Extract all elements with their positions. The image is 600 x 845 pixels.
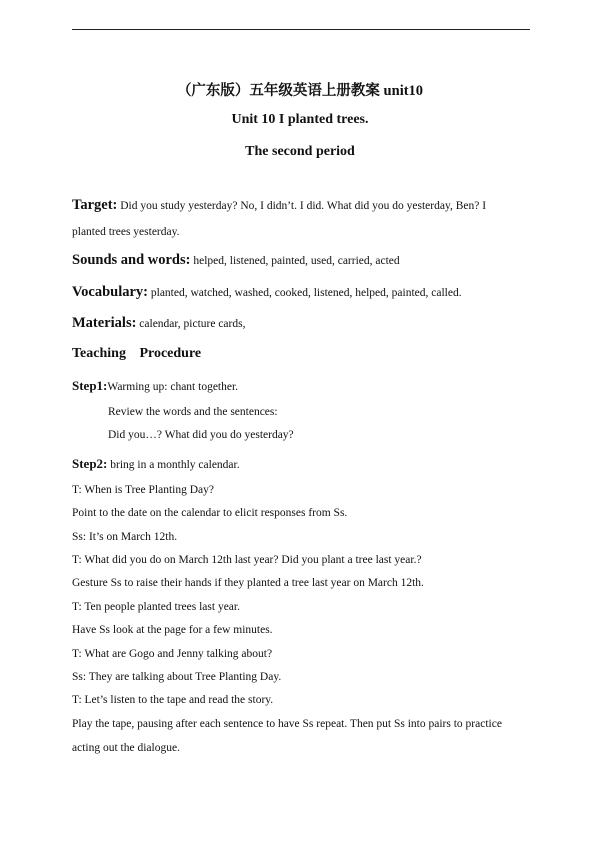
sounds-label: Sounds and words: — [72, 252, 191, 268]
sounds-text: helped, listened, painted, used, carried, acted — [193, 255, 400, 267]
step2-label: Step2: — [72, 456, 108, 471]
step1-sub-1: Review the words and the sentences: — [108, 406, 278, 418]
period-title: The second period — [245, 144, 355, 159]
document-title: （广东版）五年级英语上册教案 unit10 — [176, 83, 424, 99]
step2-line — [72, 456, 240, 472]
final-paragraph-2: acting out the dialogue. — [72, 742, 180, 754]
target-label: Target: — [72, 197, 118, 213]
list-item: Gesture Ss to raise their hands if they planted a tree last year on March 12th. — [72, 577, 424, 589]
sounds-line — [72, 252, 400, 269]
step1-line — [72, 378, 238, 394]
step1-text: Warming up: chant together. — [107, 381, 239, 393]
list-item: T: When is Tree Planting Day? — [72, 484, 214, 496]
step1-sub-2: Did you…? What did you do yesterday? — [108, 429, 294, 441]
list-item: T: What are Gogo and Jenny talking about? — [72, 648, 273, 660]
target-line — [72, 197, 486, 214]
target-text-2: planted trees yesterday. — [72, 226, 180, 238]
list-item: Ss: They are talking about Tree Planting Day. — [72, 671, 282, 683]
list-item: Ss: It’s on March 12th. — [72, 531, 178, 543]
vocabulary-text: planted, watched, washed, cooked, listened, helped, painted, called. — [150, 287, 462, 299]
target-text-1: Did you study yesterday? No, I didn’t. I did. What did you do yesterday, Ben? I — [120, 200, 487, 212]
list-item: Point to the date on the calendar to elicit responses from Ss. — [72, 507, 348, 519]
list-item: Have Ss look at the page for a few minutes. — [72, 624, 273, 636]
procedure-heading: Teaching Procedure — [72, 346, 202, 361]
unit-title: Unit 10 I planted trees. — [231, 112, 369, 127]
materials-label: Materials: — [72, 315, 137, 331]
materials-text: calendar, picture cards, — [139, 318, 246, 330]
list-item: T: Ten people planted trees last year. — [72, 601, 240, 613]
list-item: T: What did you do on March 12th last year? Did you plant a tree last year.? — [72, 554, 422, 566]
list-item: T: Let’s listen to the tape and read the story. — [72, 694, 274, 706]
vocabulary-line — [72, 284, 462, 301]
step1-label: Step1: — [72, 378, 108, 393]
step2-text: bring in a monthly calendar. — [110, 459, 240, 471]
header-rule — [72, 29, 530, 30]
vocabulary-label: Vocabulary: — [72, 284, 148, 300]
final-paragraph-1: Play the tape, pausing after each sentence to have Ss repeat. Then put Ss into pairs to practice — [72, 718, 502, 730]
materials-line — [72, 315, 245, 332]
